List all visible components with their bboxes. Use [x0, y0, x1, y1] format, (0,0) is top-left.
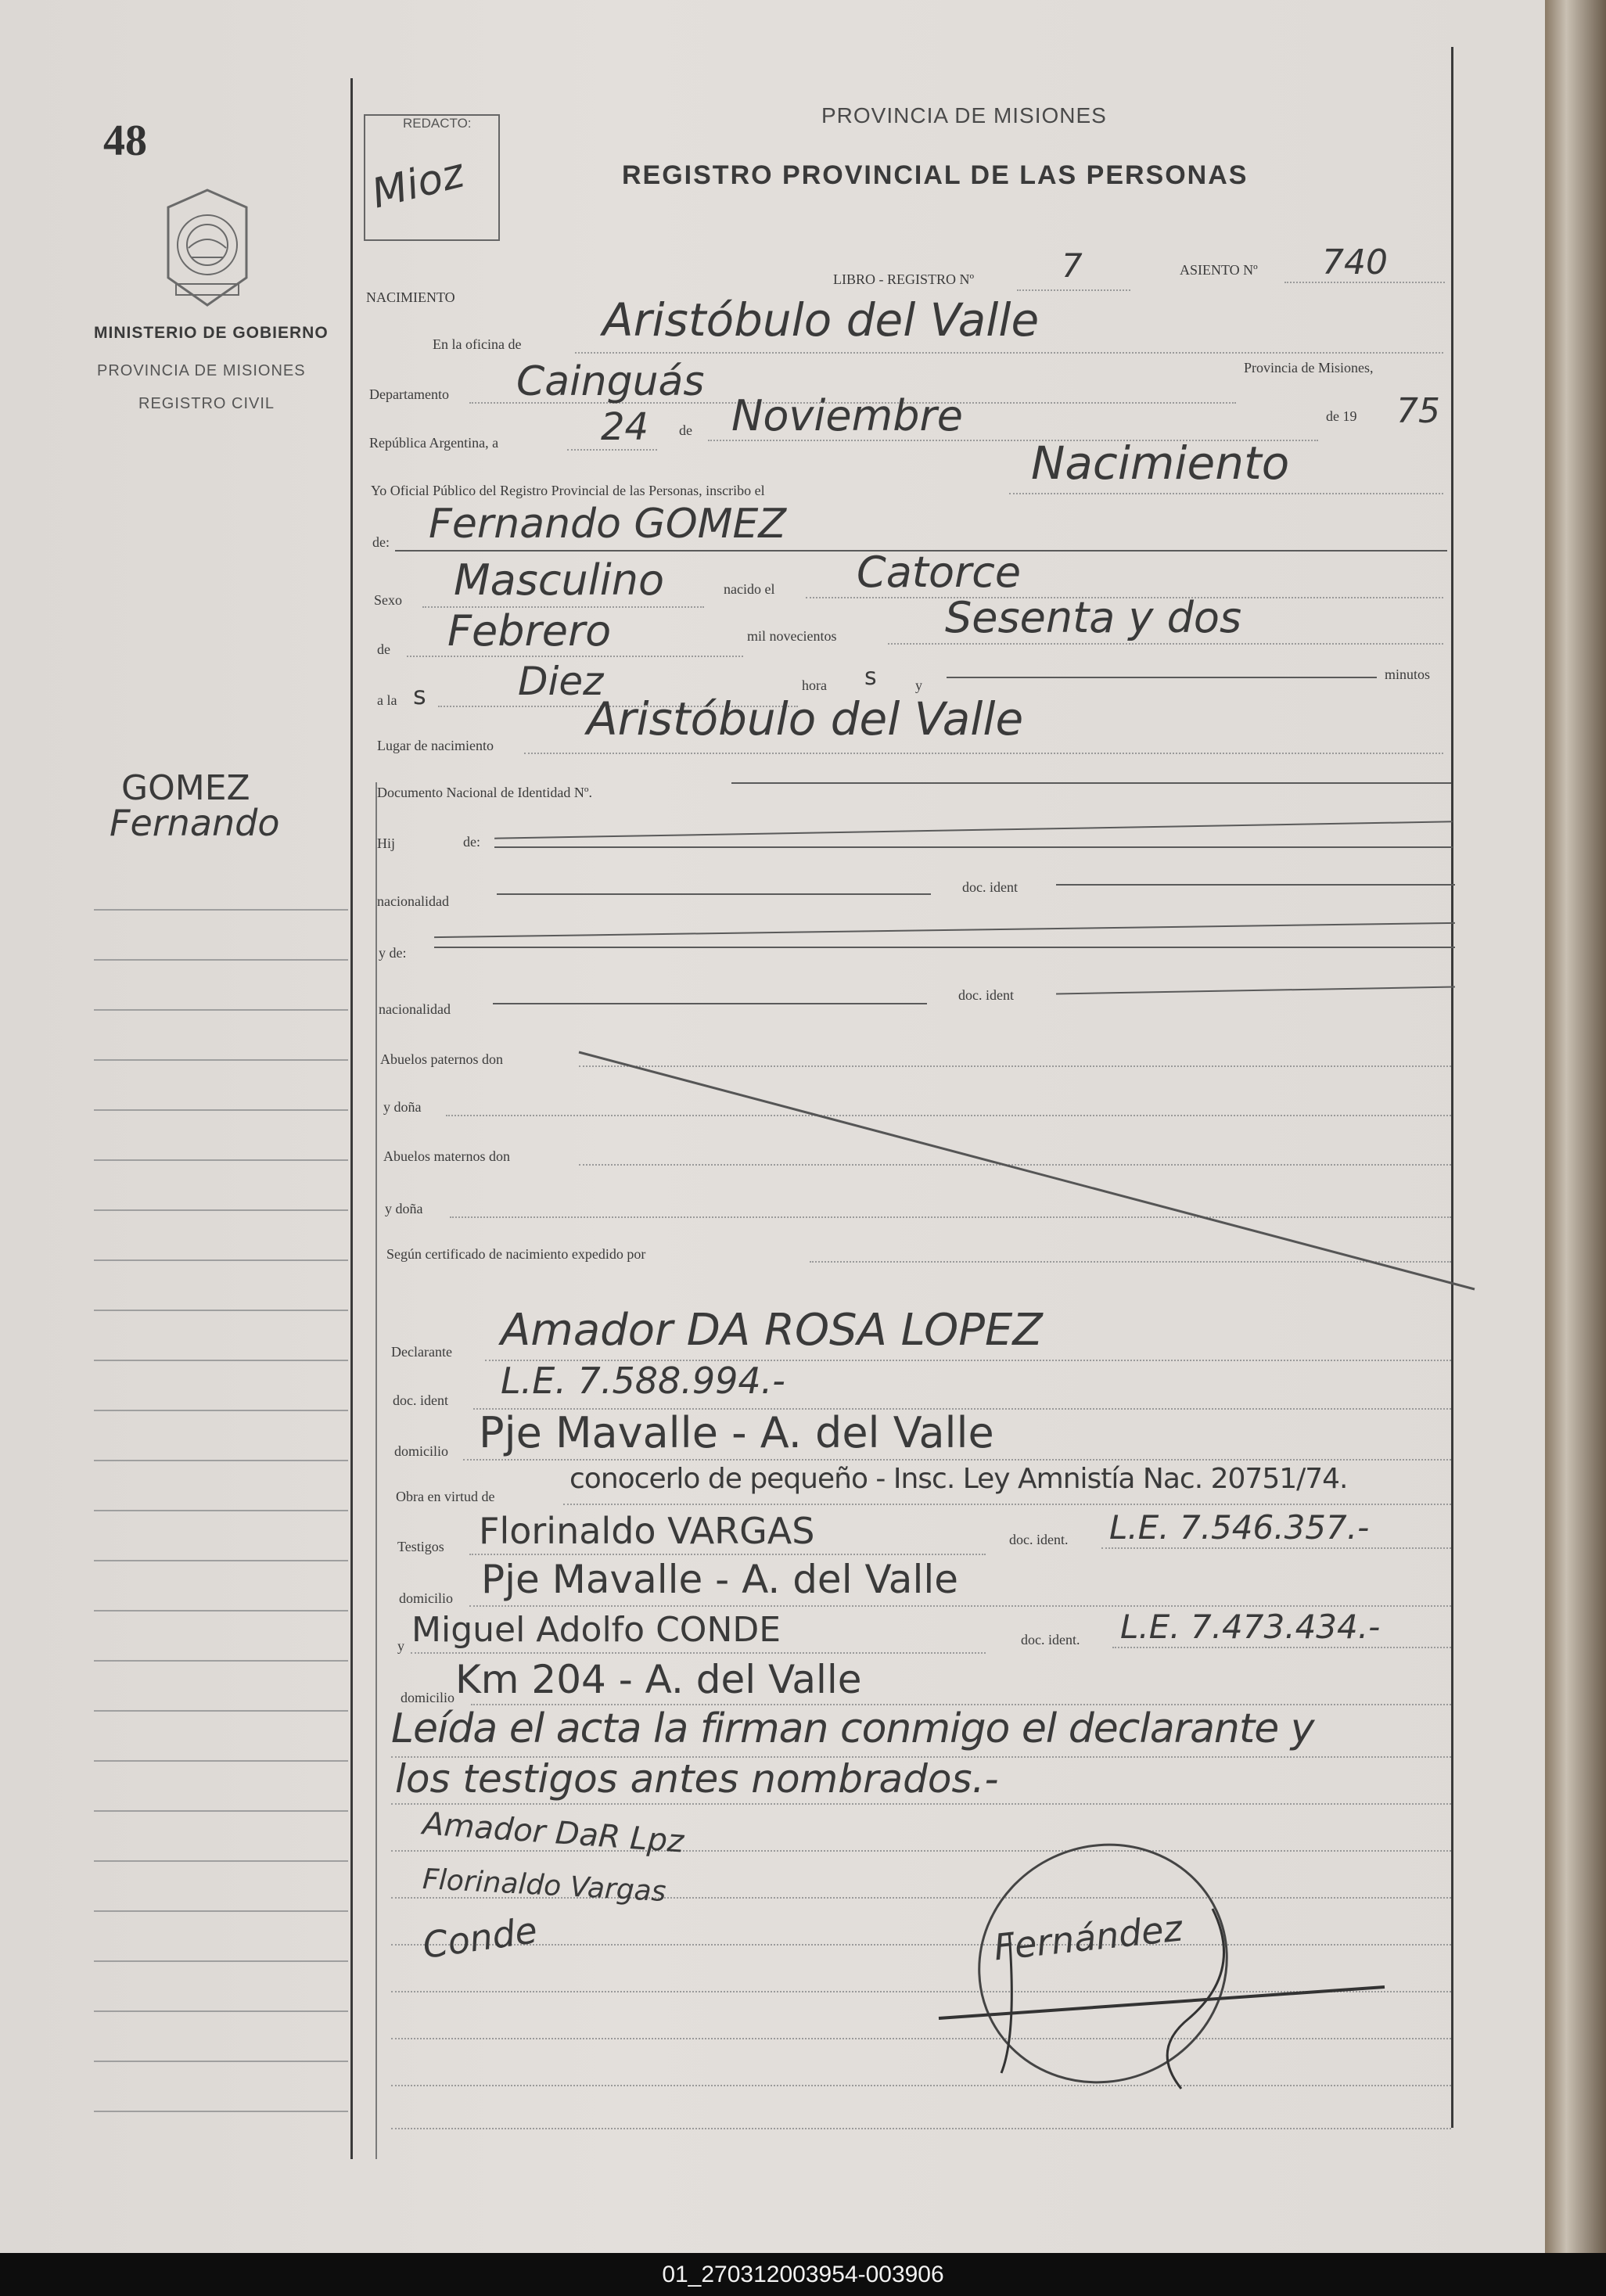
- redacto-label: REDACTO:: [403, 116, 472, 131]
- civil-registry-label: REGISTRO CIVIL: [138, 395, 275, 412]
- witness2-doc-underline: [1112, 1647, 1451, 1648]
- day-value: 24: [601, 405, 649, 449]
- born-month-value: Febrero: [447, 606, 612, 656]
- declarant-domicile-label: domicilio: [394, 1443, 448, 1459]
- province-label: Provincia de Misiones,: [1244, 360, 1374, 375]
- province-title: PROVINCIA DE MISIONES: [821, 103, 1107, 128]
- docident-label: doc. ident: [962, 879, 1018, 895]
- witness1-doc-underline: [1101, 1547, 1451, 1549]
- ministry-name: MINISTERIO DE GOBIERNO: [94, 324, 329, 342]
- of-label: de:: [372, 534, 390, 550]
- sex-label: Sexo: [374, 592, 402, 608]
- witness1-value: Florinaldo VARGAS: [479, 1510, 815, 1552]
- signature-witness-2: Conde: [419, 1909, 540, 1967]
- place-label: Lugar de nacimiento: [377, 738, 494, 753]
- sex-value: Masculino: [454, 555, 664, 605]
- minutes-label: minutos: [1385, 667, 1431, 682]
- y-de-label: y de:: [379, 945, 407, 961]
- ministry-province: PROVINCIA DE MISIONES: [97, 362, 306, 379]
- closing-line-1: Leída el acta la firman conmigo el declarante y: [391, 1705, 1314, 1752]
- witness1-domicile-label: domicilio: [399, 1590, 453, 1606]
- closing-underline-2: [391, 1803, 1451, 1805]
- closing-line-2: los testigos antes nombrados.-: [395, 1756, 999, 1802]
- born-label: nacido el: [724, 581, 775, 597]
- mat-grand-label: Abuelos maternos don: [383, 1148, 510, 1164]
- book-value: 7: [1062, 246, 1083, 285]
- docident2-label: doc. ident: [958, 987, 1014, 1003]
- born-day-value: Catorce: [857, 548, 1022, 597]
- child-de-label: de:: [463, 834, 480, 850]
- office-label: En la oficina de: [433, 336, 522, 352]
- year-value: 75: [1396, 391, 1440, 431]
- book-label: LIBRO - REGISTRO Nº: [833, 271, 975, 287]
- witness2-underline: [411, 1652, 986, 1654]
- thousand-label: mil novecientos: [747, 628, 837, 644]
- hour-value: Diez: [518, 659, 604, 704]
- pat-dona-label: y doña: [383, 1099, 422, 1115]
- department-label: Departamento: [369, 386, 449, 402]
- witness1-underline: [469, 1554, 986, 1555]
- witness2-doc: L.E. 7.473.434.-: [1120, 1608, 1381, 1646]
- witness2-y-label: y: [397, 1638, 404, 1654]
- child-label: Hij: [377, 835, 396, 851]
- book-edge: [1545, 0, 1606, 2253]
- year-prefix-label: de 19: [1326, 408, 1357, 424]
- place-value: Aristóbulo del Valle: [587, 692, 1024, 746]
- month-value: Noviembre: [731, 391, 963, 440]
- official-signature-mark: [915, 1831, 1400, 2112]
- dni-label: Documento Nacional de Identidad Nº.: [377, 785, 592, 800]
- declarant-label: Declarante: [391, 1344, 452, 1360]
- margin-surname: GOMEZ: [121, 768, 250, 808]
- declarant-doc-label: doc. ident: [393, 1392, 448, 1408]
- born-de-label: de: [377, 641, 390, 657]
- declarant-domicile-underline: [463, 1459, 1451, 1461]
- cert-label: Según certificado de nacimiento expedido por: [386, 1246, 646, 1262]
- margin-given-name: Fernando: [110, 802, 280, 844]
- and-label: y: [915, 677, 922, 693]
- official-signature: Fernández: [991, 1906, 1184, 1969]
- witness2-domicile: Km 204 - A. del Valle: [455, 1657, 862, 1702]
- page-number: 48: [103, 117, 147, 165]
- declarant-value: Amador DA ROSA LOPEZ: [501, 1305, 1043, 1356]
- mat-dona-label: y doña: [385, 1201, 423, 1216]
- pat-grand-label: Abuelos paternos don: [380, 1051, 503, 1067]
- witness1-domicile-underline: [469, 1605, 1451, 1607]
- signature-declarant: Amador DaR Lpz: [421, 1806, 685, 1860]
- declarant-domicile: Pje Mavalle - A. del Valle: [479, 1408, 994, 1457]
- record-type-label: NACIMIENTO: [366, 289, 455, 305]
- witness1-domicile: Pje Mavalle - A. del Valle: [481, 1557, 958, 1602]
- by-virtue-underline: [563, 1504, 1451, 1505]
- signature-witness-1: Florinaldo Vargas: [422, 1863, 667, 1909]
- born-year-value: Sesenta y dos: [945, 593, 1242, 642]
- redacto-initials: Mioz: [367, 149, 469, 218]
- name-value: Fernando GOMEZ: [429, 501, 786, 548]
- entry-value: 740: [1322, 243, 1388, 282]
- witnesses-label: Testigos: [397, 1539, 444, 1554]
- republic-label: República Argentina, a: [369, 435, 499, 451]
- witness1-doc-label: doc. ident.: [1009, 1532, 1069, 1547]
- margin-ledger: [94, 861, 348, 2151]
- nationality2-label: nacionalidad: [379, 1001, 451, 1017]
- witness2-doc-label: doc. ident.: [1021, 1632, 1080, 1647]
- at-label: a la: [377, 692, 397, 708]
- sig-line-7: [391, 2128, 1451, 2129]
- date-de-label: de: [679, 422, 692, 438]
- department-value: Cainguás: [516, 358, 705, 405]
- officer-label: Yo Oficial Público del Registro Provincial de las Personas, inscribo el: [371, 483, 765, 498]
- witness2-domicile-label: domicilio: [401, 1690, 454, 1705]
- witness1-doc: L.E. 7.546.357.-: [1109, 1508, 1370, 1547]
- by-virtue-label: Obra en virtud de: [396, 1489, 495, 1504]
- by-virtue-value: conocerlo de pequeño - Insc. Ley Amnistía Nac. 20751/74.: [569, 1463, 1348, 1495]
- entry-label: ASIENTO Nº: [1180, 262, 1258, 278]
- witness2-value: Miguel Adolfo CONDE: [411, 1610, 781, 1650]
- declarant-doc: L.E. 7.588.994.-: [501, 1360, 785, 1402]
- office-value: Aristóbulo del Valle: [602, 293, 1040, 347]
- archive-id: 01_270312003954-003906: [0, 2253, 1606, 2296]
- registry-title: REGISTRO PROVINCIAL DE LAS PERSONAS: [622, 160, 1249, 190]
- hour-suffix: s: [864, 663, 877, 691]
- nationality-label: nacionalidad: [377, 893, 449, 909]
- at-suffix: s: [413, 681, 426, 710]
- hour-label: hora: [802, 677, 827, 693]
- act-value: Nacimiento: [1031, 437, 1290, 490]
